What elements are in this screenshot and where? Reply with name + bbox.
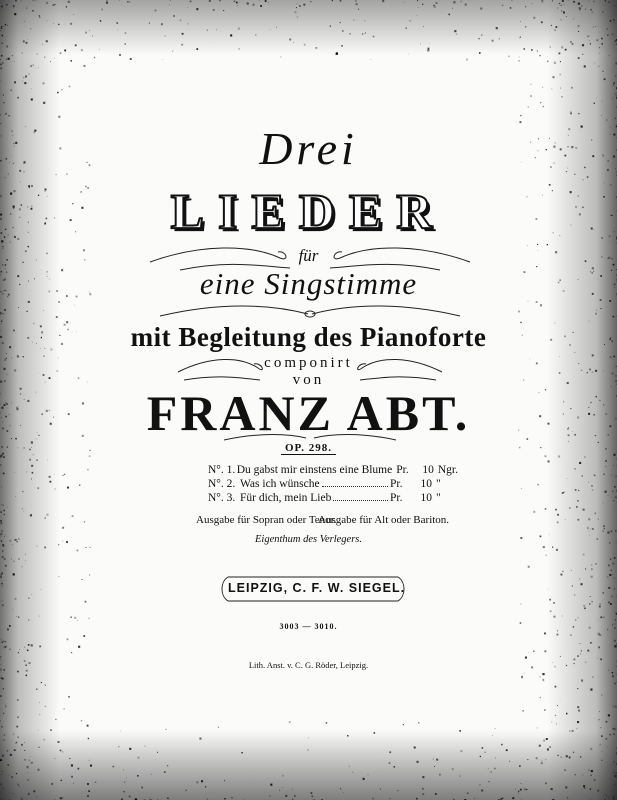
title-componirt: componirt: [264, 355, 353, 371]
publisher: LEIPZIG, C. F. W. SIEGEL.: [228, 581, 406, 595]
price-label: Pr.: [396, 464, 409, 476]
song-item: [208, 478, 458, 492]
song-item: [208, 464, 458, 478]
title-von: von: [292, 372, 325, 388]
composer-name: FRANZ ABT.: [146, 385, 471, 441]
price-value: 10: [422, 464, 434, 476]
title-lieder: LIEDER: [170, 183, 447, 239]
price-unit: ": [436, 478, 441, 490]
song-title: Für dich, mein Lieb: [240, 492, 332, 504]
title-accompaniment: mit Begleitung des Pianoforte: [130, 322, 487, 352]
price-unit: Ngr.: [437, 464, 458, 476]
edition-soprano-tenor: Ausgabe für Sopran oder Tenor.: [196, 514, 337, 526]
title-voice: eine Singstimme: [199, 266, 418, 301]
song-item: [208, 492, 458, 506]
title-fuer: für: [298, 246, 319, 265]
plate-numbers: 3003 — 3010.: [279, 622, 338, 631]
price-label: Pr.: [390, 492, 403, 504]
scan-edge-bottom: [0, 730, 617, 800]
price-label: Pr.: [390, 478, 403, 490]
leader-dots: [333, 500, 388, 501]
song-number: N°. 2.: [208, 478, 236, 490]
title-drei: Drei: [259, 123, 358, 174]
opus-number-text: OP. 298.: [281, 442, 336, 455]
song-list: [208, 464, 458, 506]
lithographer-credit: Lith. Anst. v. C. G. Röder, Leipzig.: [248, 660, 369, 670]
price-value: 10: [420, 478, 432, 490]
song-title: Du gabst mir einstens eine Blume: [236, 464, 393, 476]
song-number: N°. 1.: [208, 464, 236, 476]
song-title: Was ich wünsche: [240, 478, 320, 490]
ownership-note: Eigenthum des Verlegers.: [254, 534, 363, 545]
edition-alto-baritone: Ausgabe für Alt oder Bariton.: [318, 514, 450, 526]
price-unit: ": [436, 492, 441, 504]
song-number: N°. 3.: [208, 492, 236, 504]
leader-dots: [322, 486, 388, 487]
price-value: 10: [420, 492, 432, 504]
opus-number: [0, 442, 617, 454]
scan-edge-top: [0, 0, 617, 55]
